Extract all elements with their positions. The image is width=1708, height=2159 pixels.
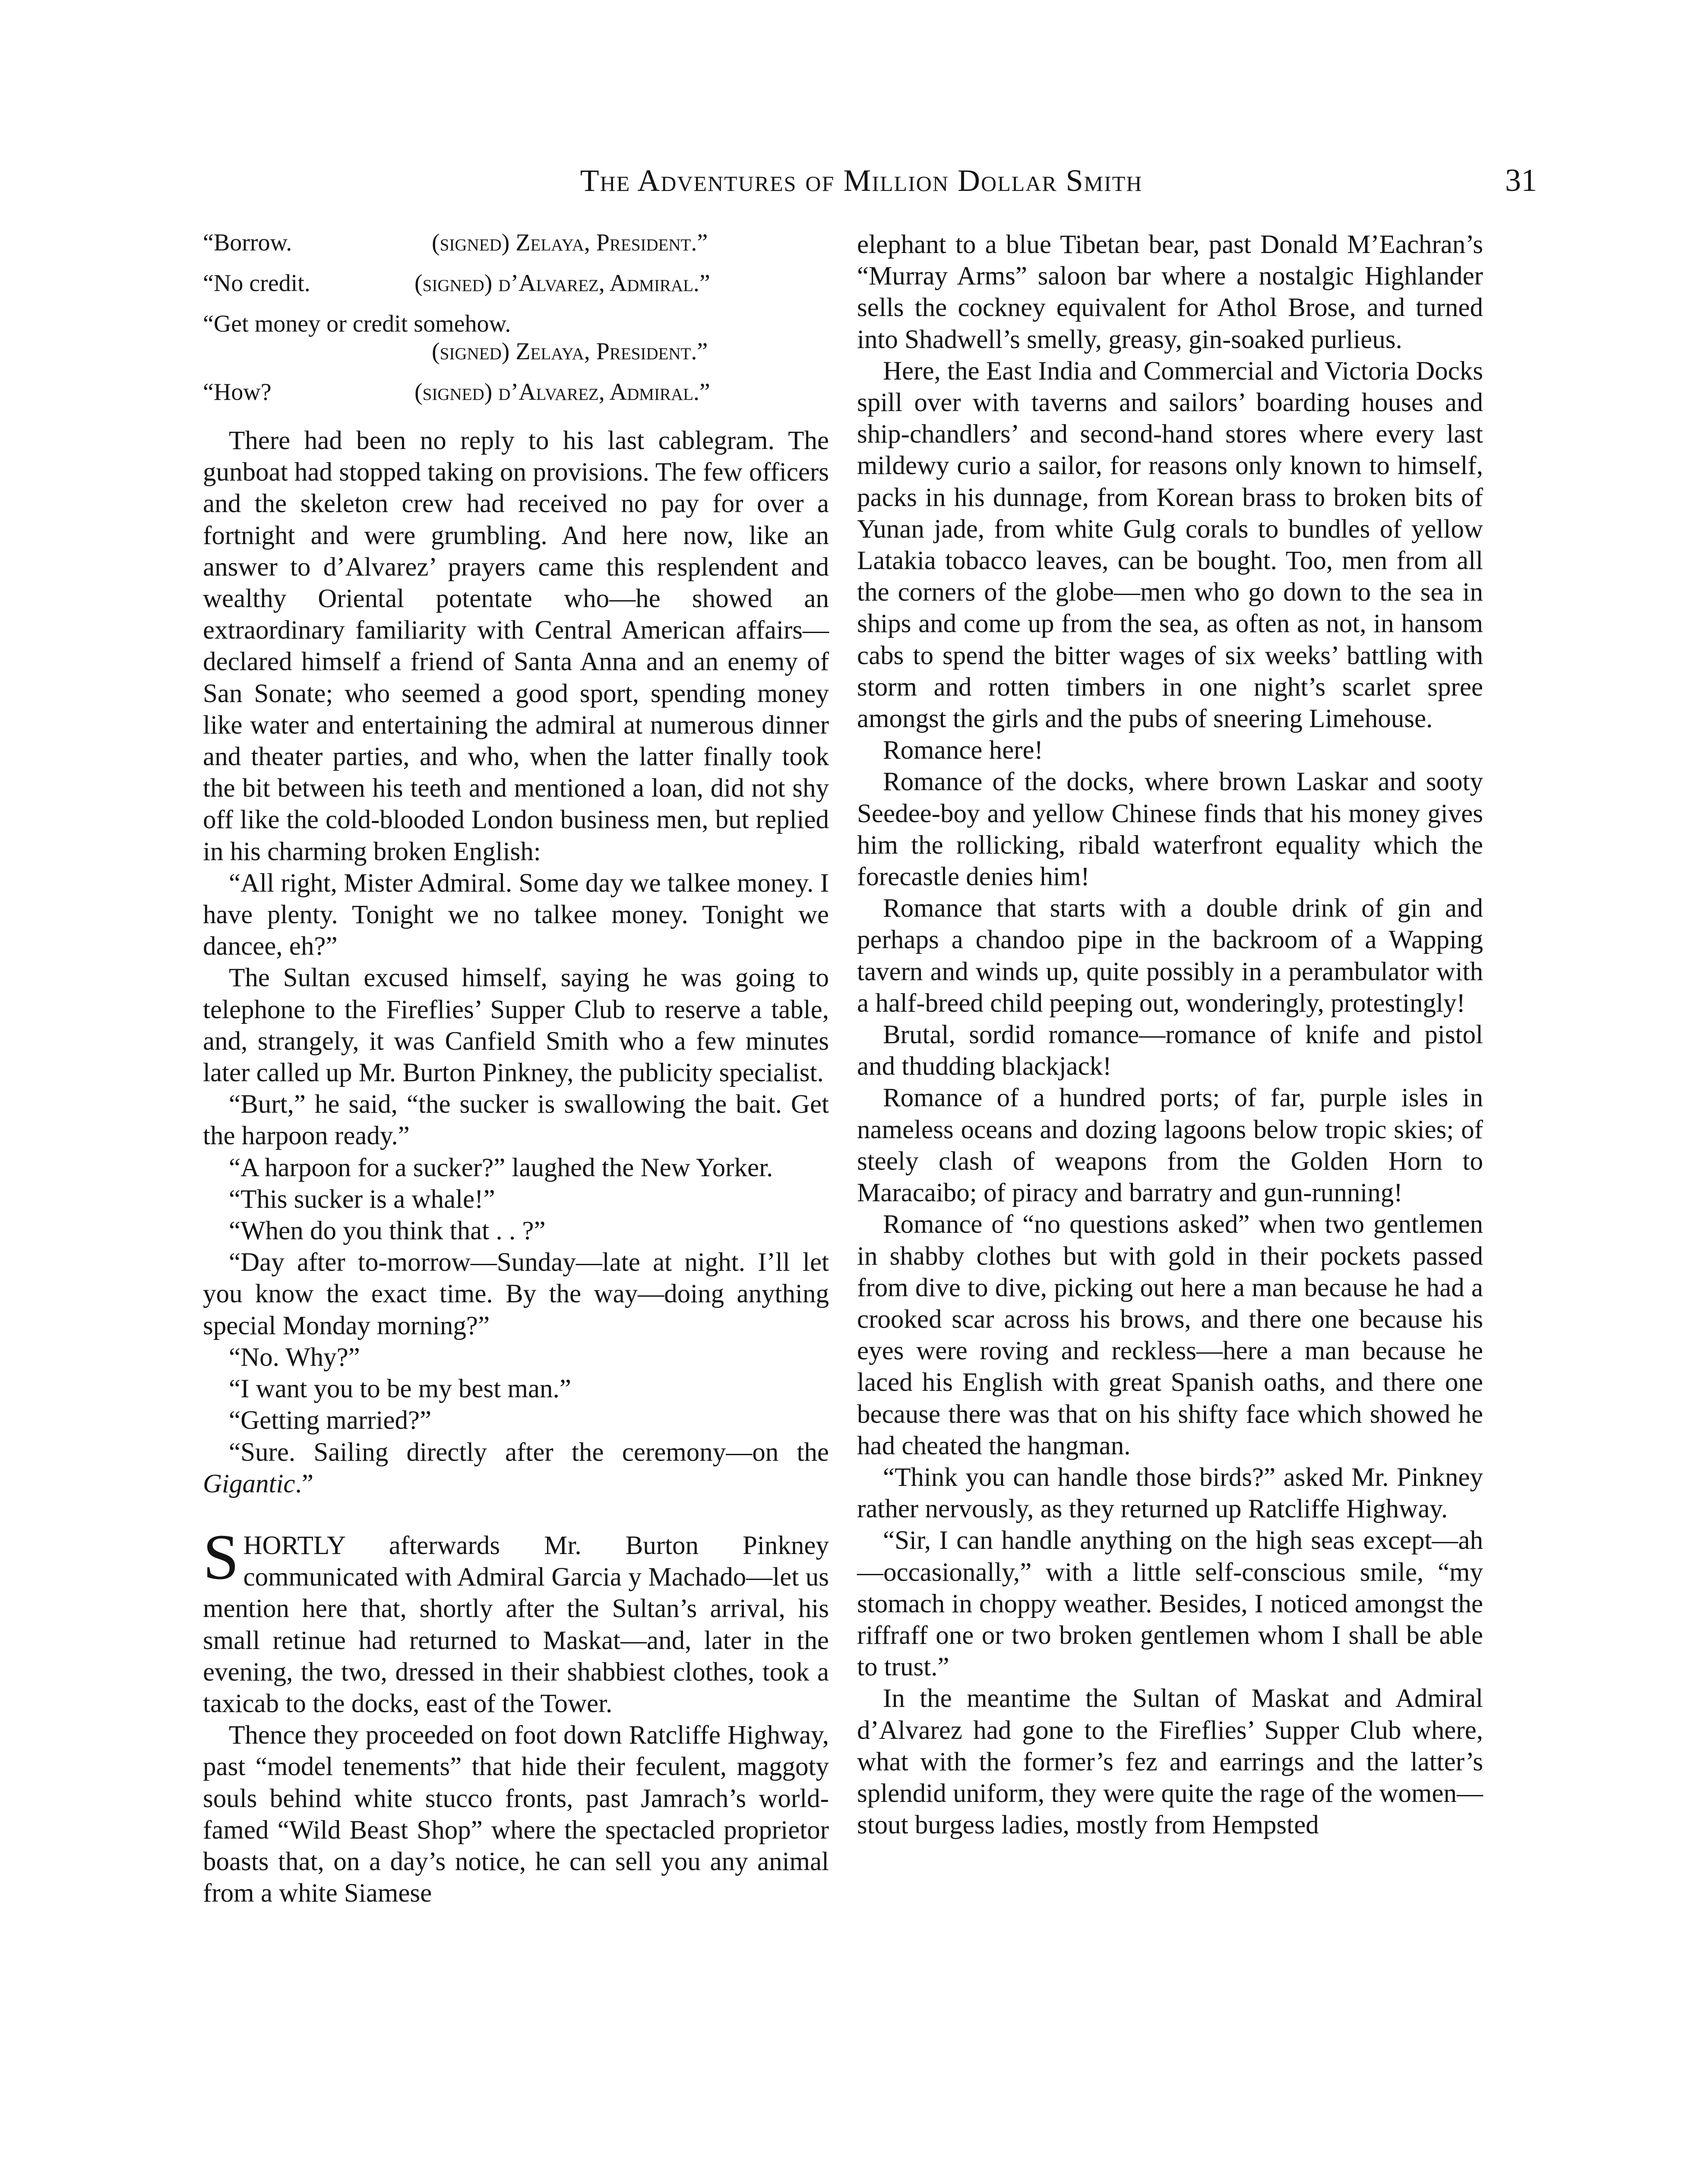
paragraph: “Think you can handle those birds?” asked Mr. Pinkney rather nervously, as they returned up Ratcliffe Highway. bbox=[857, 1463, 1483, 1524]
section-opening bbox=[203, 1521, 829, 1719]
paragraph: elephant to a blue Tibetan bear, past Donald M’Eachran’s “Murray Arms” saloon bar where a nostalgic Highlander sells the cockney equivalent for Athol Brose, and turned into Shadwell’s smelly, greasy, gin-soaked purlieus. bbox=[857, 230, 1483, 354]
paragraph: “Sir, I can handle anything on the high seas except—ah—occasionally,” with a little self-conscious smile, “my stomach in choppy weather. Besides, I noticed amongst the riffraff one or two broken gentlemen whom I shall be able to trust.” bbox=[857, 1526, 1483, 1682]
paragraph: “Getting married?” bbox=[229, 1406, 432, 1435]
paragraph: Romance of a hundred ports; of far, purple isles in nameless oceans and dozing lagoons below tropic skies; of steely clash of weapons from the Golden Horn to Maracaibo; of piracy and barratry and gun-running! bbox=[857, 1083, 1483, 1208]
paragraph: In the meantime the Sultan of Maskat and Admiral d’Alvarez had gone to the Fireflies’ Supper Club where, what with the former’s fez and earrings and the latter’s splendid uniform, they were quite the rage of the women—stout burgess ladies, mostly from Hempsted bbox=[857, 1684, 1483, 1840]
paragraph: Romance that starts with a double drink of gin and perhaps a chandoo pipe in the backroom of a Wapping tavern and winds up, quite possibly in a perambulator with a half-breed child peeping out, wonderingly, protestingly! bbox=[857, 894, 1483, 1018]
cablegram-message: “How? bbox=[203, 379, 272, 405]
cablegram-signature: (signed) Zelaya, President.” bbox=[432, 338, 708, 365]
paragraph: “No. Why?” bbox=[229, 1342, 360, 1372]
ship-name: Gigantic bbox=[203, 1469, 295, 1498]
cablegram-line bbox=[203, 269, 829, 297]
paragraph: Romance here! bbox=[883, 736, 1043, 765]
paragraph: Here, the East India and Commercial and Victoria Docks spill over with taverns and sailors’ boarding houses and ship-chandlers’ and second-hand stores where every last mildewy curio a sailor, for reasons only known to himself, packs in his dunnage, from Korean brass to broken bits of Yunan jade, from white Gulg corals to bundles of yellow Latakia tobacco leaves, can be bought. Too, men from all the corners of the globe—men who go down to the sea in ships and come up from the sea, as often as not, in hansom cabs to spend the bitter wages of six weeks’ battling with storm and rotten timbers in one night’s scarlet spree amongst the girls and the pubs of sneering Limehouse. bbox=[857, 356, 1483, 734]
paragraph: Thence they proceeded on foot down Ratcliffe Highway, past “model tenements” that hide their feculent, maggoty souls behind white stucco fronts, past Jamrach’s world-famed “Wild Beast Shop” where the spectacled proprietor boasts that, on a day’s notice, he can sell you any animal from a white Siamese bbox=[203, 1721, 829, 1908]
paragraph: “I want you to be my best man.” bbox=[229, 1374, 571, 1404]
running-header bbox=[186, 159, 1537, 219]
paragraph: “Burt,” he said, “the sucker is swallowing the bait. Get the harpoon ready.” bbox=[203, 1090, 829, 1151]
cablegram-line bbox=[203, 378, 829, 406]
paragraph: “This sucker is a whale!” bbox=[229, 1184, 495, 1214]
paragraph: “When do you think that . . ?” bbox=[229, 1216, 546, 1246]
cablegram-line bbox=[203, 310, 829, 338]
paragraph: The Sultan excused himself, saying he was going to telephone to the Fireflies’ Supper Club to reserve a table, and, strangely, it was Canfield Smith who a few minutes later called up Mr. Burton Pinkney, the publicity specialist. bbox=[203, 963, 829, 1088]
paragraph: “All right, Mister Admiral. Some day we talkee money. I have plenty. Tonight we no talkee money. Tonight we dancee, eh?” bbox=[203, 868, 829, 961]
sure-line-text: “Sure. Sailing directly after the ceremony—on the bbox=[229, 1437, 829, 1467]
cablegram-line bbox=[203, 338, 829, 365]
left-column bbox=[203, 229, 829, 1909]
paragraph: “A harpoon for a sucker?” laughed the New Yorker. bbox=[229, 1153, 773, 1182]
running-title: The Adventures of Million Dollar Smith bbox=[580, 163, 1143, 198]
paragraph bbox=[203, 1437, 829, 1500]
right-column bbox=[857, 229, 1483, 1841]
cablegram-signature: (signed) d’Alvarez, Admiral.” bbox=[414, 379, 710, 405]
page-number: 31 bbox=[1505, 163, 1537, 198]
cablegram-signature: (signed) Zelaya, President.” bbox=[432, 229, 708, 256]
paragraph: Brutal, sordid romance—romance of knife and pistol and thudding blackjack! bbox=[857, 1020, 1483, 1081]
drop-cap: S bbox=[203, 1521, 239, 1593]
cablegram-message: “Borrow. bbox=[203, 229, 292, 256]
cablegram-signature: (signed) d’Alvarez, Admiral.” bbox=[414, 270, 710, 297]
section-text: HORTLY afterwards Mr. Burton Pinkney communicated with Admiral Garcia y Machado—let us mention here that, shortly after the Sultan’s arrival, his small retinue had returned to Maskat—and, later in the evening, the two, dressed in their shabbiest clothes, took a taxicab to the docks, east of the Tower. bbox=[203, 1531, 829, 1718]
cablegram-message: “Get money or credit somehow. bbox=[203, 310, 511, 337]
paragraph: There had been no reply to his last cablegram. The gunboat had stopped taking on provisions. The few officers and the skeleton crew had received no pay for over a fortnight and were grumbling. And here now, like an answer to d’Alvarez’ prayers came this resplendent and wealthy Oriental potentate who—he showed an extraordinary familiarity with Central American affairs—declared himself a friend of Santa Anna and an enemy of San Sonate; who seemed a good sport, spending money like water and entertaining the admiral at numerous dinner and theater parties, and who, when the latter finally took the bit between his teeth and mentioned a loan, did not shy off like the cold-blooded London business men, but replied in his charming broken English: bbox=[203, 426, 829, 866]
cablegram-line bbox=[203, 229, 829, 256]
paragraph: “Day after to-morrow—Sunday—late at night. I’ll let you know the exact time. By the way—doing anything special Monday morning?” bbox=[203, 1248, 829, 1340]
sure-line-end: .” bbox=[295, 1469, 313, 1498]
paragraph: Romance of the docks, where brown Laskar and sooty Seedee-boy and yellow Chinese finds that his money gives him the rollicking, ribald waterfront equality which the forecastle denies him! bbox=[857, 767, 1483, 892]
cablegram-exchange bbox=[203, 229, 829, 406]
paragraph: Romance of “no questions asked” when two gentlemen in shabby clothes but with gold in their pockets passed from dive to dive, picking out here a man because he had a crooked scar across his brows, and there one because his eyes were roving and reckless—here a man because he laced his English with great Spanish oaths, and there one because there was that on his shifty face which showed he had cheated the hangman. bbox=[857, 1210, 1483, 1460]
cablegram-message: “No credit. bbox=[203, 270, 310, 297]
